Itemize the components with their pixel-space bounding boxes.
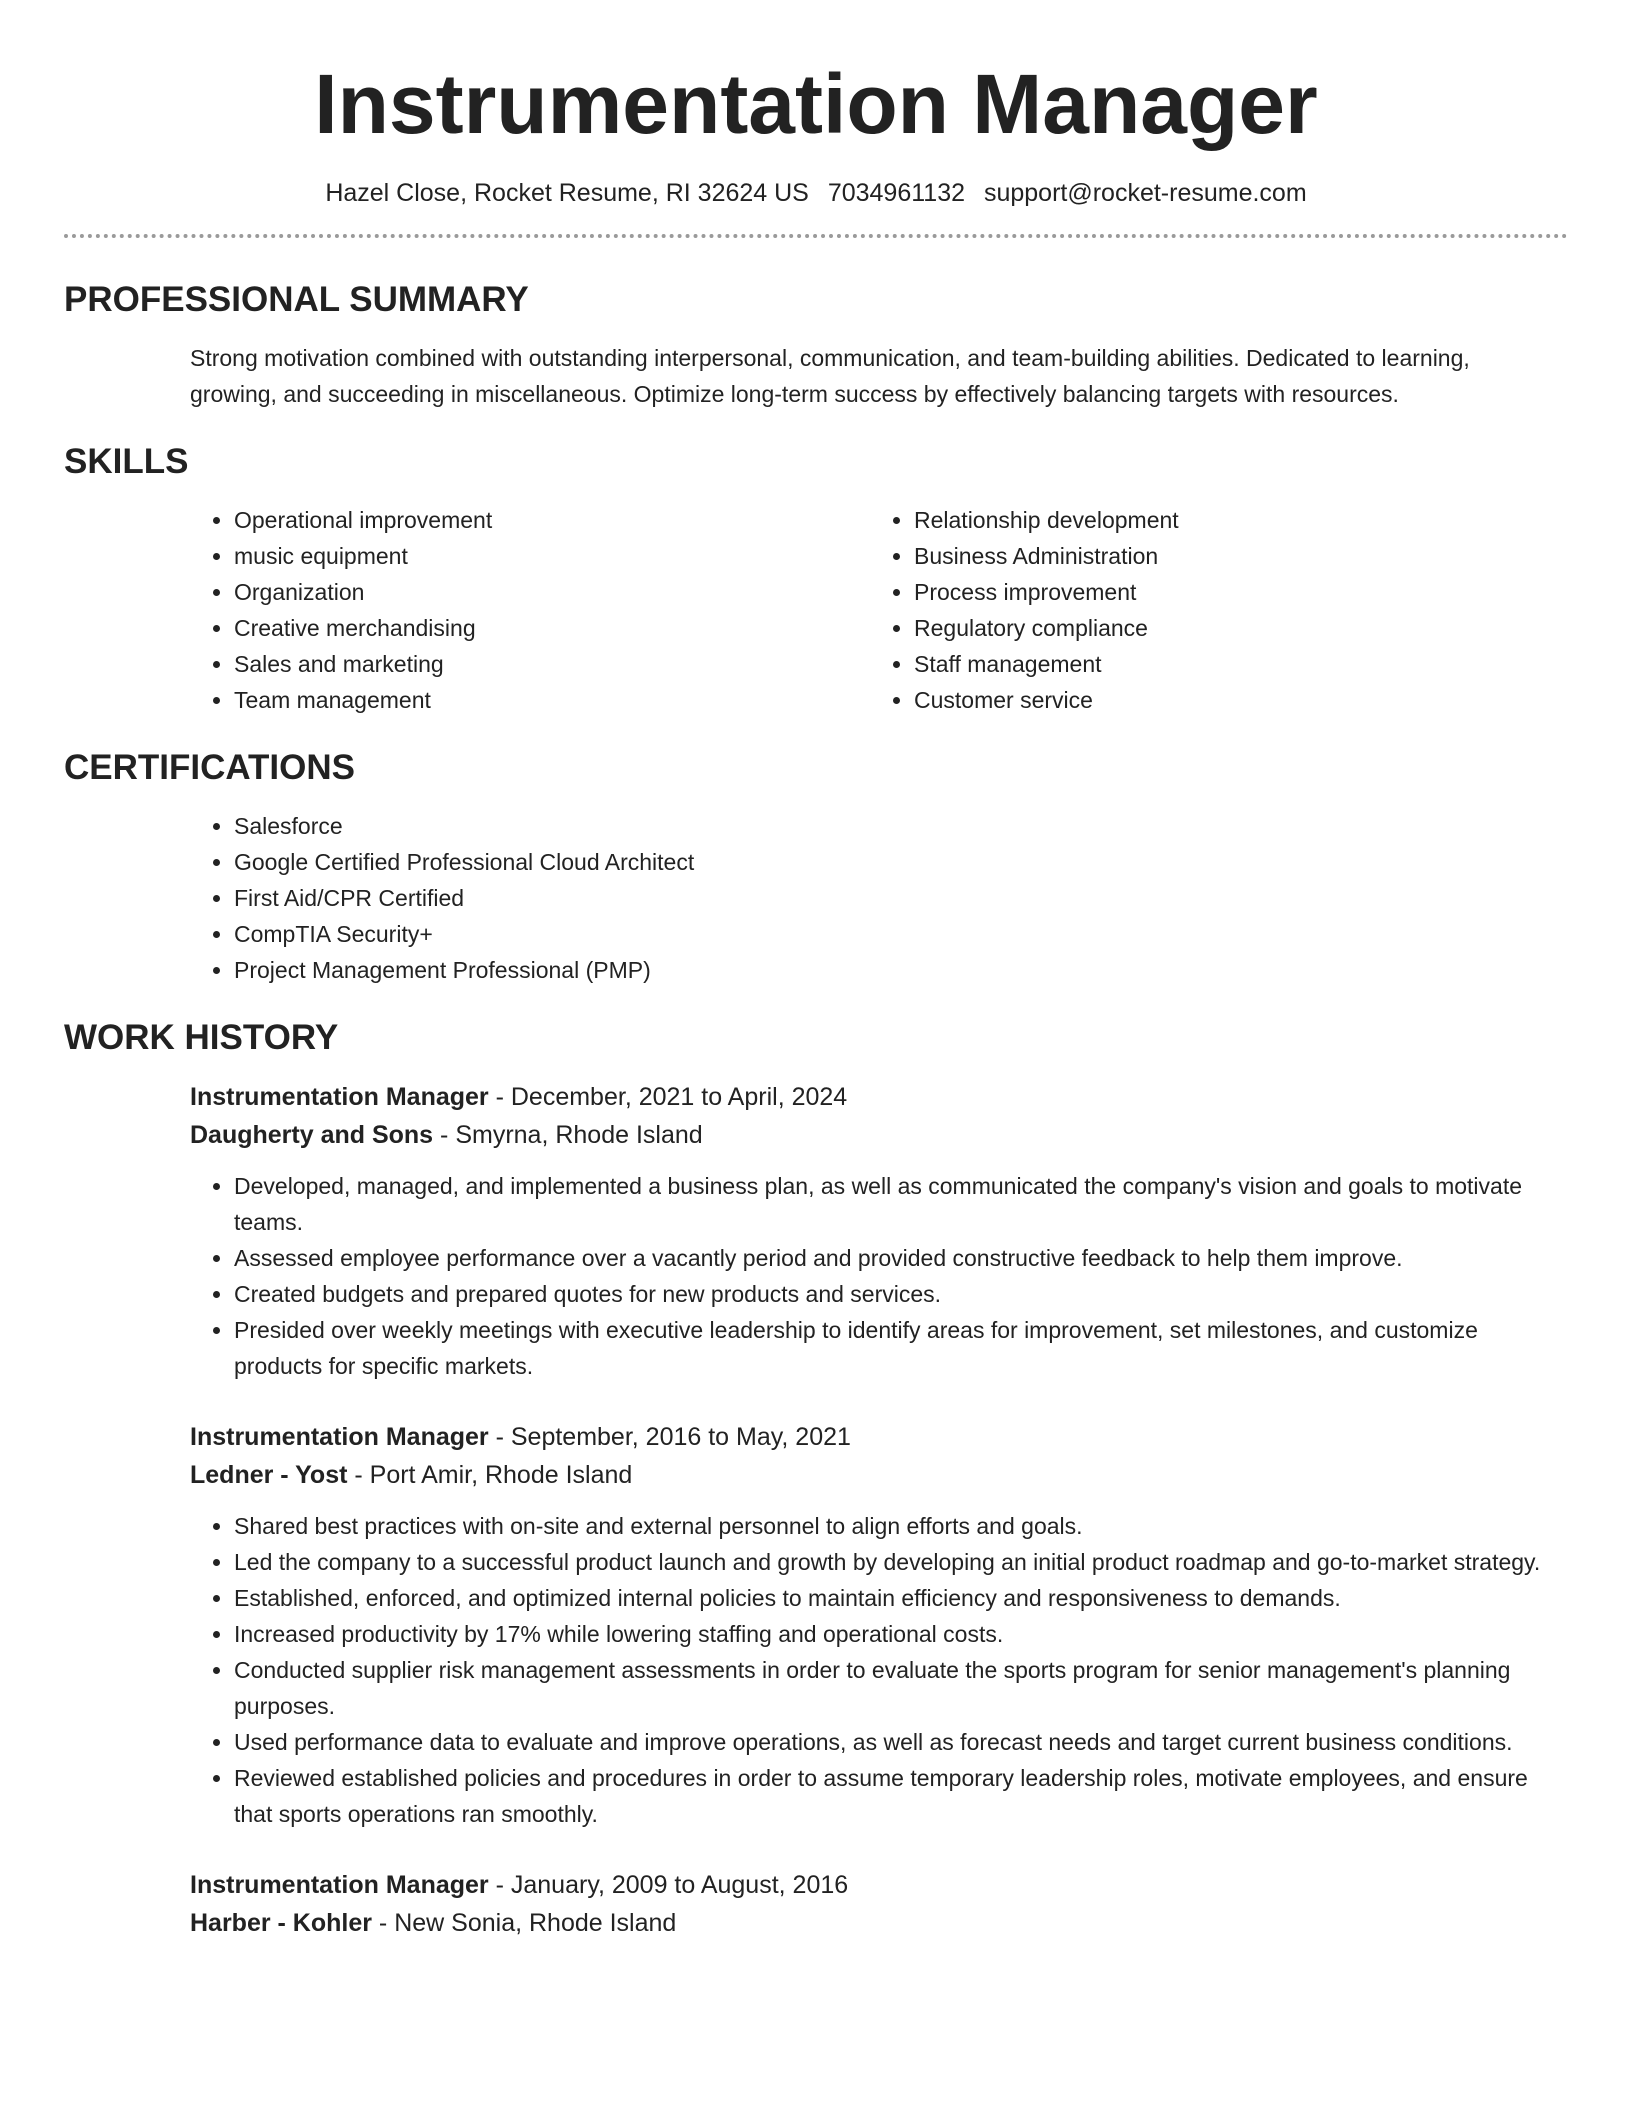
job-entry: [190, 1078, 1568, 1384]
summary-text: Strong motivation combined with outstanding interpersonal, communication, and team-building abilities. Dedicated to learning, growing, and succeeding in miscellaneous. Optimize long-term success by effectively balancing targets with resources.: [190, 345, 1470, 407]
job-company-line: Daugherty and Sons - Smyrna, Rhode Island: [190, 1121, 703, 1149]
job-bullet: • Created budgets and prepared quotes for new products and services.: [234, 1276, 1548, 1312]
job-company: Ledner - Yost: [190, 1461, 348, 1489]
skill-item: • Regulatory compliance: [914, 610, 1550, 646]
job-bullets: [190, 1508, 1568, 1832]
contact-email[interactable]: support@rocket-resume.com: [983, 179, 1307, 207]
skill-item: • Relationship development: [914, 502, 1550, 538]
contact-address: Hazel Close, Rocket Resume, RI 32624 US: [325, 179, 809, 207]
certifications-list-wrap: [190, 808, 1568, 988]
contact-phone: 7034961132: [827, 179, 965, 207]
job-title-line: Instrumentation Manager - December, 2021 to April, 2024: [190, 1083, 848, 1111]
certifications-list: [190, 808, 1568, 988]
job-company-line: Harber - Kohler - New Sonia, Rhode Island: [190, 1909, 677, 1937]
job-company: Harber - Kohler: [190, 1909, 372, 1937]
certification-item: • First Aid/CPR Certified: [234, 880, 1568, 916]
job-entry: [190, 1866, 1568, 1942]
skills-columns: [190, 502, 1568, 718]
header-divider: [64, 234, 1568, 238]
skills-column-left: [190, 502, 870, 718]
job-bullets: [190, 1168, 1568, 1384]
skill-item: • Team management: [234, 682, 870, 718]
job-dates: January, 2009 to August, 2016: [510, 1871, 849, 1899]
job-bullet: • Increased productivity by 17% while lowering staffing and operational costs.: [234, 1616, 1548, 1652]
job-location: Port Amir, Rhode Island: [369, 1461, 633, 1489]
job-title-line: Instrumentation Manager - January, 2009 to August, 2016: [190, 1871, 849, 1899]
skills-column-right: [870, 502, 1550, 718]
skill-item: • music equipment: [234, 538, 870, 574]
skill-item: • Creative merchandising: [234, 610, 870, 646]
certification-item: • CompTIA Security+: [234, 916, 1568, 952]
certifications-section: [64, 746, 1568, 988]
skill-item: • Customer service: [914, 682, 1550, 718]
contact-line: [64, 176, 1568, 210]
resume-name: Instrumentation Manager: [314, 57, 1318, 151]
job-title-line: Instrumentation Manager - September, 2016 to May, 2021: [190, 1423, 851, 1451]
job-role: Instrumentation Manager: [190, 1083, 489, 1111]
job-role: Instrumentation Manager: [190, 1423, 489, 1451]
job-bullet: • Established, enforced, and optimized internal policies to maintain efficiency and responsiveness to demands.: [234, 1580, 1548, 1616]
job-bullet: • Used performance data to evaluate and improve operations, as well as forecast needs and target current business conditions.: [234, 1724, 1548, 1760]
work-history-title: WORK HISTORY: [64, 1018, 339, 1057]
job-role: Instrumentation Manager: [190, 1871, 489, 1899]
job-location: Smyrna, Rhode Island: [455, 1121, 703, 1149]
job-entry: [190, 1418, 1568, 1832]
skill-item: • Sales and marketing: [234, 646, 870, 682]
certification-item: • Project Management Professional (PMP): [234, 952, 1568, 988]
skill-item: • Process improvement: [914, 574, 1550, 610]
work-history-section: [64, 1016, 1568, 1942]
summary-section: [64, 278, 1568, 412]
skills-list-left: [190, 502, 870, 718]
certifications-title: CERTIFICATIONS: [64, 748, 356, 787]
summary-title: PROFESSIONAL SUMMARY: [64, 280, 529, 319]
skills-title: SKILLS: [64, 442, 189, 481]
job-bullet: • Shared best practices with on-site and external personnel to align efforts and goals.: [234, 1508, 1548, 1544]
job-bullet: • Conducted supplier risk management assessments in order to evaluate the sports program for senior management's planning purposes.: [234, 1652, 1548, 1724]
skill-item: • Operational improvement: [234, 502, 870, 538]
job-bullet: • Presided over weekly meetings with executive leadership to identify areas for improvement, set milestones, and customize products for specific markets.: [234, 1312, 1548, 1384]
job-dates: September, 2016 to May, 2021: [510, 1423, 851, 1451]
job-company-line: Ledner - Yost - Port Amir, Rhode Island: [190, 1461, 633, 1489]
skill-item: • Staff management: [914, 646, 1550, 682]
resume-header: [64, 0, 1568, 210]
skills-section: [64, 440, 1568, 718]
job-location: New Sonia, Rhode Island: [394, 1909, 677, 1937]
job-bullet: • Reviewed established policies and procedures in order to assume temporary leadership roles, motivate employees, and ensure that sports operations ran smoothly.: [234, 1760, 1548, 1832]
job-bullet: • Assessed employee performance over a vacantly period and provided constructive feedback to help them improve.: [234, 1240, 1548, 1276]
skill-item: • Organization: [234, 574, 870, 610]
certification-item: • Google Certified Professional Cloud Architect: [234, 844, 1568, 880]
job-company: Daugherty and Sons: [190, 1121, 434, 1149]
skills-list-right: [870, 502, 1550, 718]
certification-item: • Salesforce: [234, 808, 1568, 844]
skill-item: • Business Administration: [914, 538, 1550, 574]
job-bullet: • Developed, managed, and implemented a business plan, as well as communicated the company's vision and goals to motivate teams.: [234, 1168, 1548, 1240]
job-bullet: • Led the company to a successful product launch and growth by developing an initial product roadmap and go-to-market strategy.: [234, 1544, 1548, 1580]
job-dates: December, 2021 to April, 2024: [510, 1083, 848, 1111]
